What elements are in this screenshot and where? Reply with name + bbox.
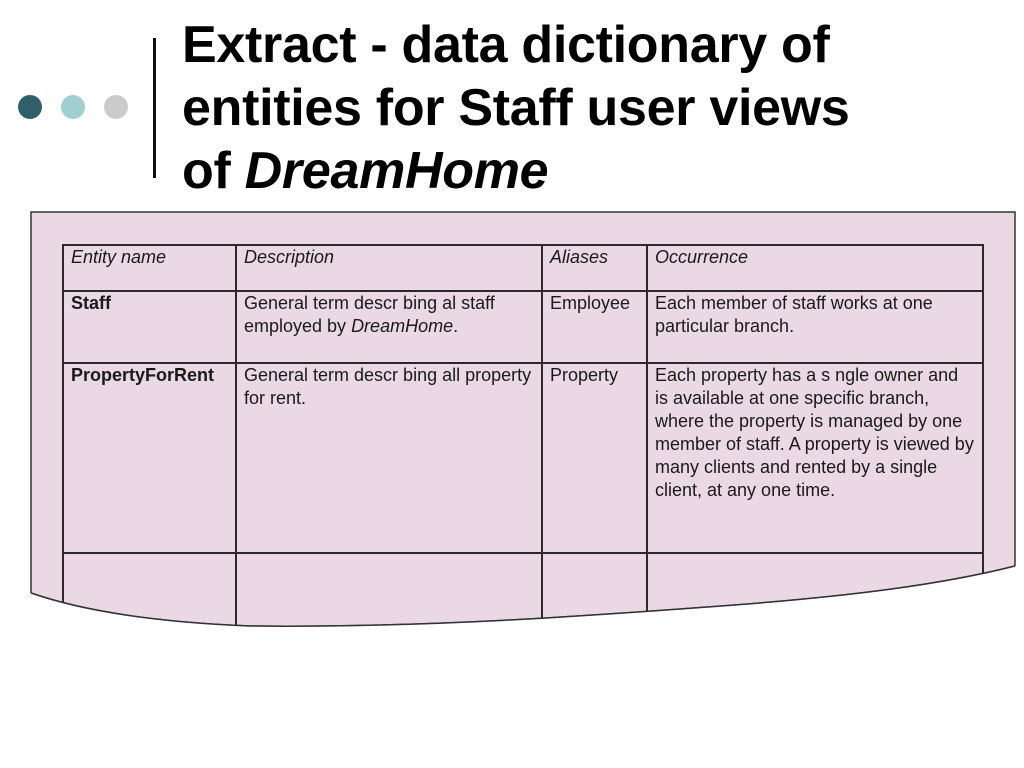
cell-occurrence: Each property has a s ngle owner and is available at one specific branch, where the property is managed by one member of staff. A property is viewed by many clients and rented by a single client, at any one time. [647, 363, 983, 553]
header-occurrence: Occurrence [647, 245, 983, 291]
cell-occurrence: Each member of staff works at one particular branch. [647, 291, 983, 363]
header-aliases: Aliases [542, 245, 647, 291]
title-line-1: Extract - data dictionary of [182, 16, 830, 74]
cell-aliases: Employee [542, 291, 647, 363]
cell-empty [647, 553, 983, 627]
cell-description [236, 291, 542, 363]
cell-description [236, 363, 542, 553]
data-dictionary-table [62, 244, 984, 628]
cell-empty [236, 553, 542, 627]
table-header-row [63, 245, 983, 291]
description-text: General term descr bing al staff employed by [244, 293, 495, 336]
description-text: General term descr bing all property for rent. [244, 365, 532, 408]
description-end: . [453, 316, 459, 336]
cell-entity-name: PropertyForRent [63, 363, 236, 553]
cell-empty [63, 553, 236, 627]
cell-empty [542, 553, 647, 627]
table-row [63, 363, 983, 553]
header-entity-name: Entity name [63, 245, 236, 291]
cell-entity-name: Staff [63, 291, 236, 363]
title-emphasis: DreamHome [244, 142, 549, 200]
table-empty-row [63, 553, 983, 627]
header-description: Description [236, 245, 542, 291]
title-line-2: entities for Staff user views [182, 79, 850, 137]
description-emphasis: DreamHome [351, 316, 454, 336]
cell-aliases: Property [542, 363, 647, 553]
title-line-3-prefix: of [182, 142, 245, 200]
table-row [63, 291, 983, 363]
